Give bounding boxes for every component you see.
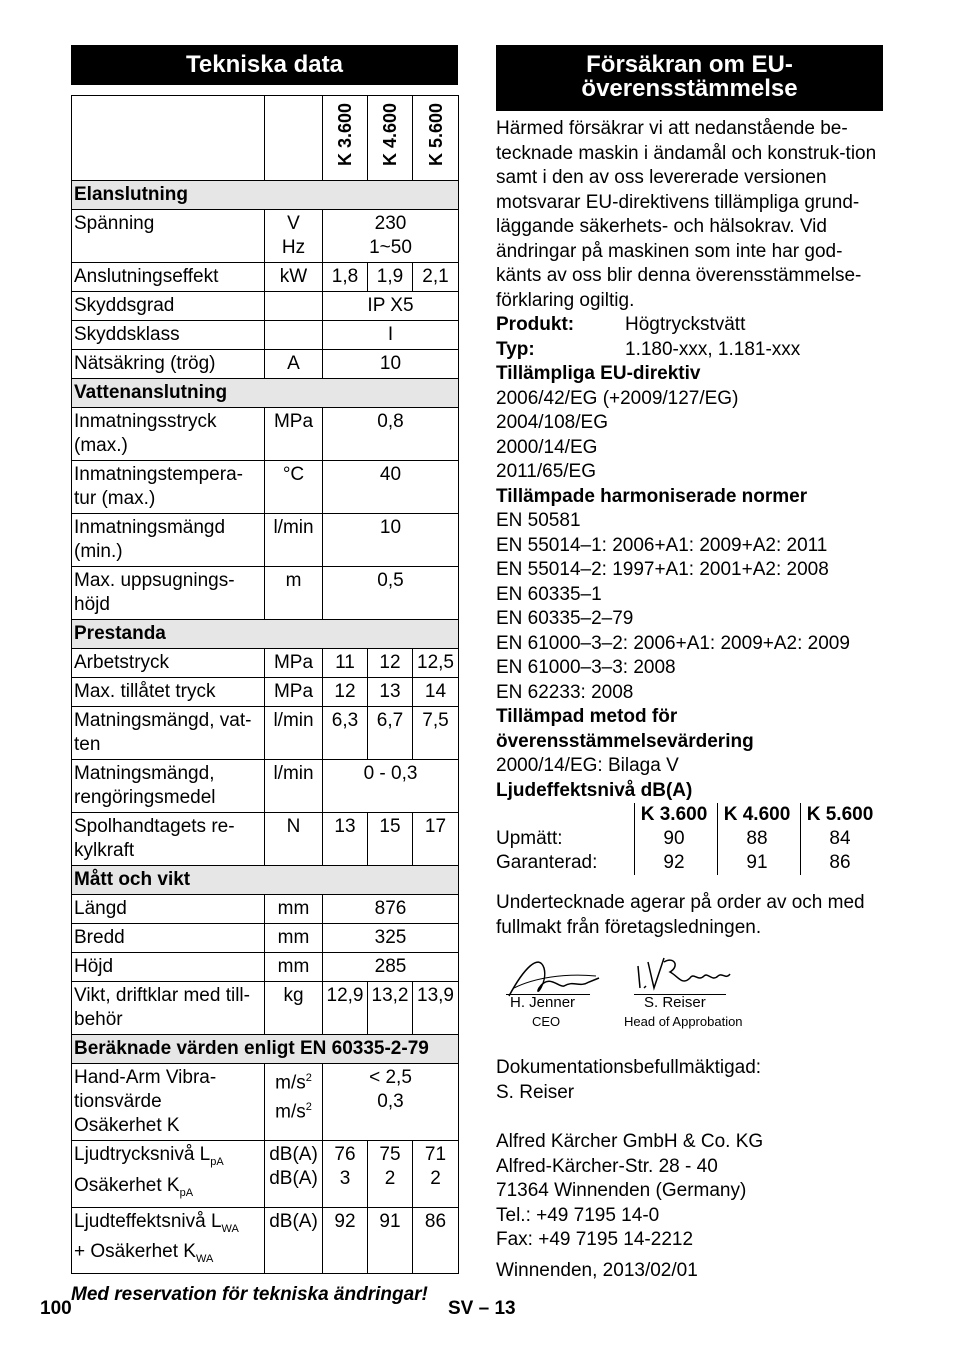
table-row: Hand-Arm Vibra-tionsvärde Osäkerhet K $m/s^2$ $m/s^2$ < 2,5 0,3 <box>72 1064 459 1141</box>
model-header: K 3.600 <box>335 102 355 167</box>
norm-item: EN 55014–2: 1997+A1: 2001+A2: 2008 <box>496 559 829 580</box>
eu-declaration-title: Försäkran om EU-överensstämmelse <box>496 45 883 111</box>
norm-item: EN 61000–3–2: 2006+A1: 2009+A2: 2009 <box>496 632 850 654</box>
address-line: 71364 Winnenden (Germany) <box>496 1180 747 1201</box>
table-row: Längd mm 876 <box>72 895 459 924</box>
norm-item: EN 60335–1 <box>496 583 602 605</box>
method-heading: Tillämpad metod för överensstämmelsevärdering <box>496 706 754 752</box>
table-row: Max. uppsugnings-höjd m 0,5 <box>72 567 459 620</box>
table-row: Spolhandtagets re-kylkraft N 13 15 17 <box>72 813 459 866</box>
directives-heading: Tillämpliga EU-direktiv <box>496 363 701 384</box>
table-section-row: Vattenanslutning <box>72 379 459 408</box>
table-section-row: Elanslutning <box>72 181 459 210</box>
norm-item: EN 61000–3–3: 2008 <box>496 657 676 678</box>
signature-reiser-icon <box>634 952 734 996</box>
table-row: Matningsmängd, vat-ten l/min 6,3 6,7 7,5 <box>72 707 459 760</box>
table-row: Upmätt: 90 88 84 <box>496 827 883 851</box>
table-row: Garanterad: 92 91 86 <box>496 851 883 875</box>
intro-paragraph: Härmed försäkrar vi att nedanstående be-tecknade maskin i ändamål och konstruk-tion samt i den av oss levererade versionen motsvarar EU-direktivens tillämpliga grund-läggande säkerhets- och hälsokrav. Vid ändringar på maskinen som inte har god-känts av oss blir denna överensstämmelse-förklaring ogiltig. <box>496 118 877 311</box>
table-row: Arbetstryck MPa 11 12 12,5 <box>72 649 459 678</box>
table-row: Vikt, driftklar med till-behör kg 12,9 13,2 13,9 <box>72 982 459 1035</box>
sound-heading: Ljudeffektsnivå dB(A) <box>496 779 693 801</box>
table-section-row: Beräknade värden enligt EN 60335-2-79 <box>72 1035 459 1064</box>
eu-declaration-section <box>496 45 883 1283</box>
page-number: 100 <box>40 1298 72 1319</box>
directive-item: 2011/65/EG <box>496 461 597 482</box>
table-section-row: Prestanda <box>72 620 459 649</box>
type-row: Typ: 1.180-xxx, 1.181-xxx <box>496 338 801 360</box>
table-row: Inmatningsmängd (min.) l/min 10 <box>72 514 459 567</box>
technical-data-title: Tekniska data <box>71 45 458 85</box>
norms-heading: Tillämpade harmoniserade normer <box>496 485 808 507</box>
method-value: 2000/14/EG: Bilaga V <box>496 755 679 776</box>
table-row: Spänning V Hz 230 1~50 <box>72 210 459 263</box>
technical-data-section <box>71 45 458 1306</box>
documentation-label: Dokumentationsbefullmäktigad: <box>496 1057 762 1078</box>
directive-item: 2006/42/EG (+2009/127/EG) <box>496 387 739 409</box>
signer-name: H. Jenner <box>510 994 576 1011</box>
table-row: Höjd mm 285 <box>72 953 459 982</box>
table-section-row: Mått och vikt <box>72 866 459 895</box>
norm-item: EN 62233: 2008 <box>496 681 634 703</box>
norm-item: EN 55014–1: 2006+A1: 2009+A2: 2011 <box>496 534 828 556</box>
norm-item: EN 60335–2–79 <box>496 608 634 629</box>
signer-role: CEO <box>532 1014 561 1029</box>
directive-item: 2004/108/EG <box>496 412 608 433</box>
technical-data-table <box>71 95 459 1274</box>
reservation-note: Med reservation för tekniska ändringar! <box>71 1284 428 1306</box>
table-row: Nätsäkring (trög) A 10 <box>72 350 459 379</box>
address-line: Alfred Kärcher GmbH & Co. KG <box>496 1131 764 1152</box>
model-header: K 4.600 <box>380 102 400 167</box>
product-row: Produkt: Högtryckstvätt <box>496 314 746 335</box>
table-row: K 3.600 K 4.600 K 5.600 <box>496 803 883 827</box>
directive-item: 2000/14/EG <box>496 436 598 458</box>
address-line: Tel.: +49 7195 14-0 <box>496 1204 660 1226</box>
documentation-value: S. Reiser <box>496 1081 575 1103</box>
table-row: Inmatningstempera-tur (max.) °C 40 <box>72 461 459 514</box>
table-row: Max. tillåtet tryck MPa 12 13 14 <box>72 678 459 707</box>
table-row: Matningsmängd, rengöringsmedel l/min 0 - 0,3 <box>72 760 459 813</box>
section-label: SV – 13 <box>448 1298 516 1319</box>
signers-paragraph: Undertecknade agerar på order av och med fullmakt från företagsledningen. <box>496 892 865 938</box>
table-row: Ljudteffektsnivå $L_{WA}$ + Osäkerhet $K_{WA}$ dB(A) 92 91 86 <box>72 1207 459 1274</box>
signatures <box>496 948 883 1048</box>
table-row: Skyddsklass I <box>72 321 459 350</box>
address-line: Fax: +49 7195 14-2212 <box>496 1229 694 1250</box>
table-row: Ljudtrycksnivå $L_{pA}$ Osäkerhet $K_{pA}$ dB(A) dB(A) 76 3 75 2 71 2 <box>72 1141 459 1208</box>
signer-name: S. Reiser <box>644 994 706 1011</box>
sound-table <box>496 803 883 875</box>
norm-item: EN 50581 <box>496 510 581 531</box>
place-date: Winnenden, 2013/02/01 <box>496 1259 698 1281</box>
address-line: Alfred-Kärcher-Str. 28 - 40 <box>496 1155 718 1177</box>
table-row: Anslutningseffekt kW 1,8 1,9 2,1 <box>72 263 459 292</box>
signer-role: Head of Approbation <box>624 1014 743 1029</box>
table-row: Bredd mm 325 <box>72 924 459 953</box>
table-row: Skyddsgrad IP X5 <box>72 292 459 321</box>
model-header: K 5.600 <box>425 102 446 167</box>
table-row: Inmatningsstryck (max.) MPa 0,8 <box>72 408 459 461</box>
table-row <box>72 96 459 181</box>
